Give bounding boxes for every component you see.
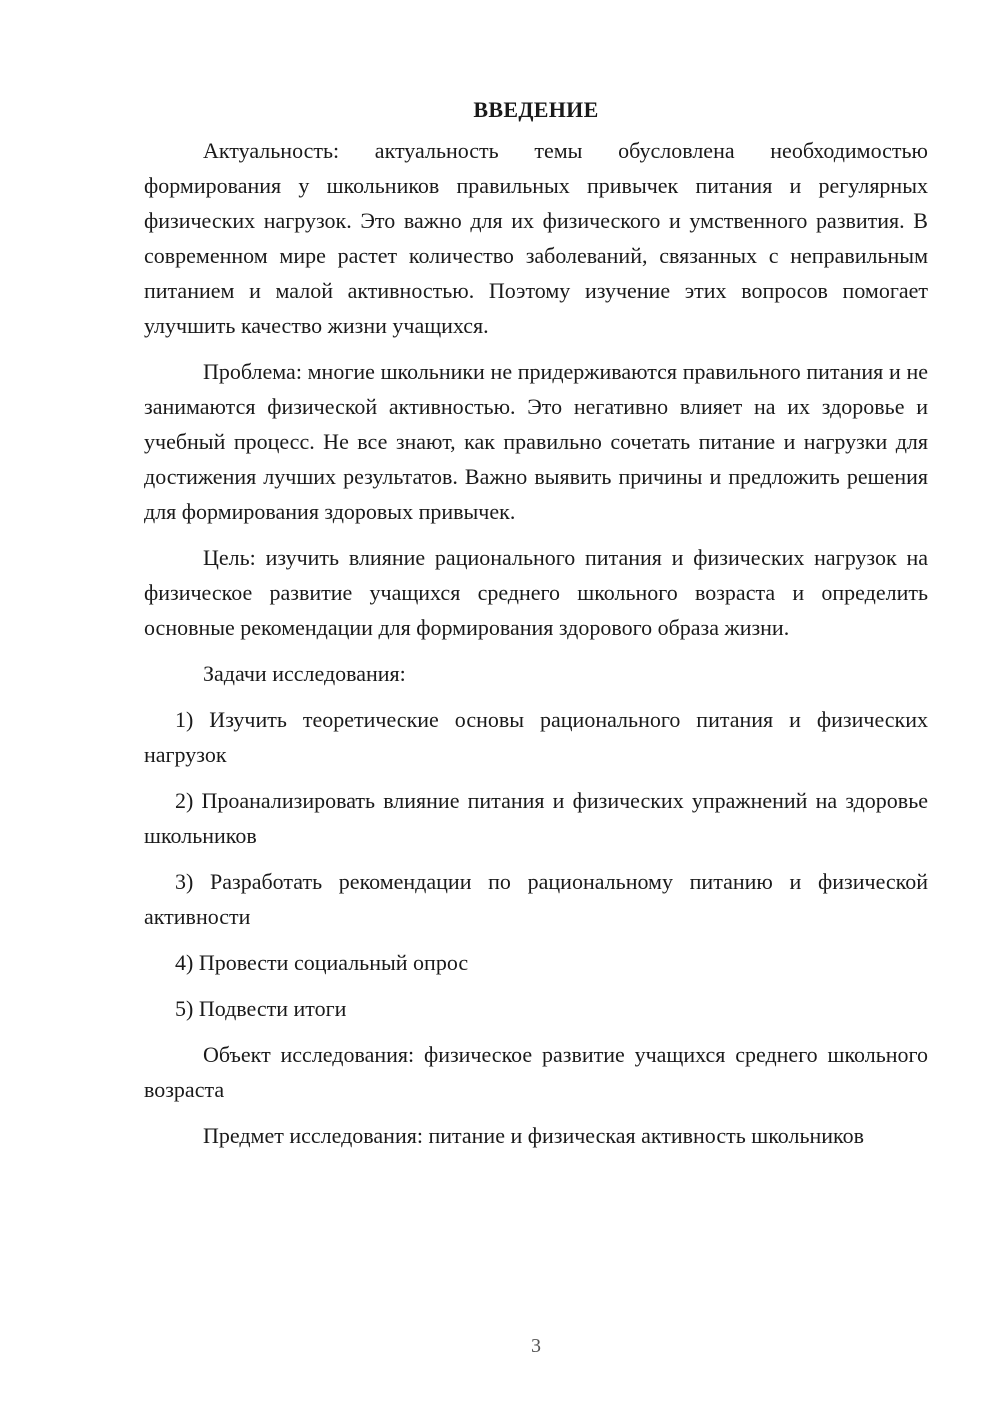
- relevance-paragraph: Актуальность: актуальность темы обусловлена необходимостью формирования у школьников правильных привычек питания и регулярных физических нагрузок. Это важно для их физического и умственного развития. В современном мире растет количество заболеваний, связанных с неправильным питанием и малой активностью. Поэтому изучение этих вопросов помогает улучшить качество жизни учащихся.: [144, 138, 928, 338]
- page-number: 3: [531, 1335, 541, 1357]
- task-item: 5) Подвести итоги: [175, 996, 347, 1021]
- object-paragraph: Объект исследования: физическое развитие учащихся среднего школьного возраста: [144, 1042, 928, 1102]
- tasks-heading: Задачи исследования:: [203, 661, 406, 686]
- subject-paragraph: Предмет исследования: питание и физическая активность школьников: [203, 1123, 865, 1148]
- task-item: 4) Провести социальный опрос: [175, 950, 469, 975]
- section-title: ВВЕДЕНИЕ: [473, 97, 599, 122]
- goal-paragraph: Цель: изучить влияние рационального питания и физических нагрузок на физическое развитие учащихся среднего школьного возраста и определить основные рекомендации для формирования здорового образа жизни.: [144, 545, 928, 640]
- task-item: 2) Проанализировать влияние питания и физических упражнений на здоровье школьников: [144, 788, 928, 848]
- document-page: [144, 92, 928, 1164]
- tasks-list: [144, 702, 928, 1026]
- task-item: 3) Разработать рекомендации по рациональному питанию и физической активности: [144, 869, 928, 929]
- task-item: 1) Изучить теоретические основы рационального питания и физических нагрузок: [144, 707, 928, 767]
- problem-paragraph: Проблема: многие школьники не придерживаются правильного питания и не занимаются физической активностью. Это негативно влияет на их здоровье и учебный процесс. Не все знают, как правильно сочетать питание и нагрузки для достижения лучших результатов. Важно выявить причины и предложить решения для формирования здоровых привычек.: [144, 359, 928, 524]
